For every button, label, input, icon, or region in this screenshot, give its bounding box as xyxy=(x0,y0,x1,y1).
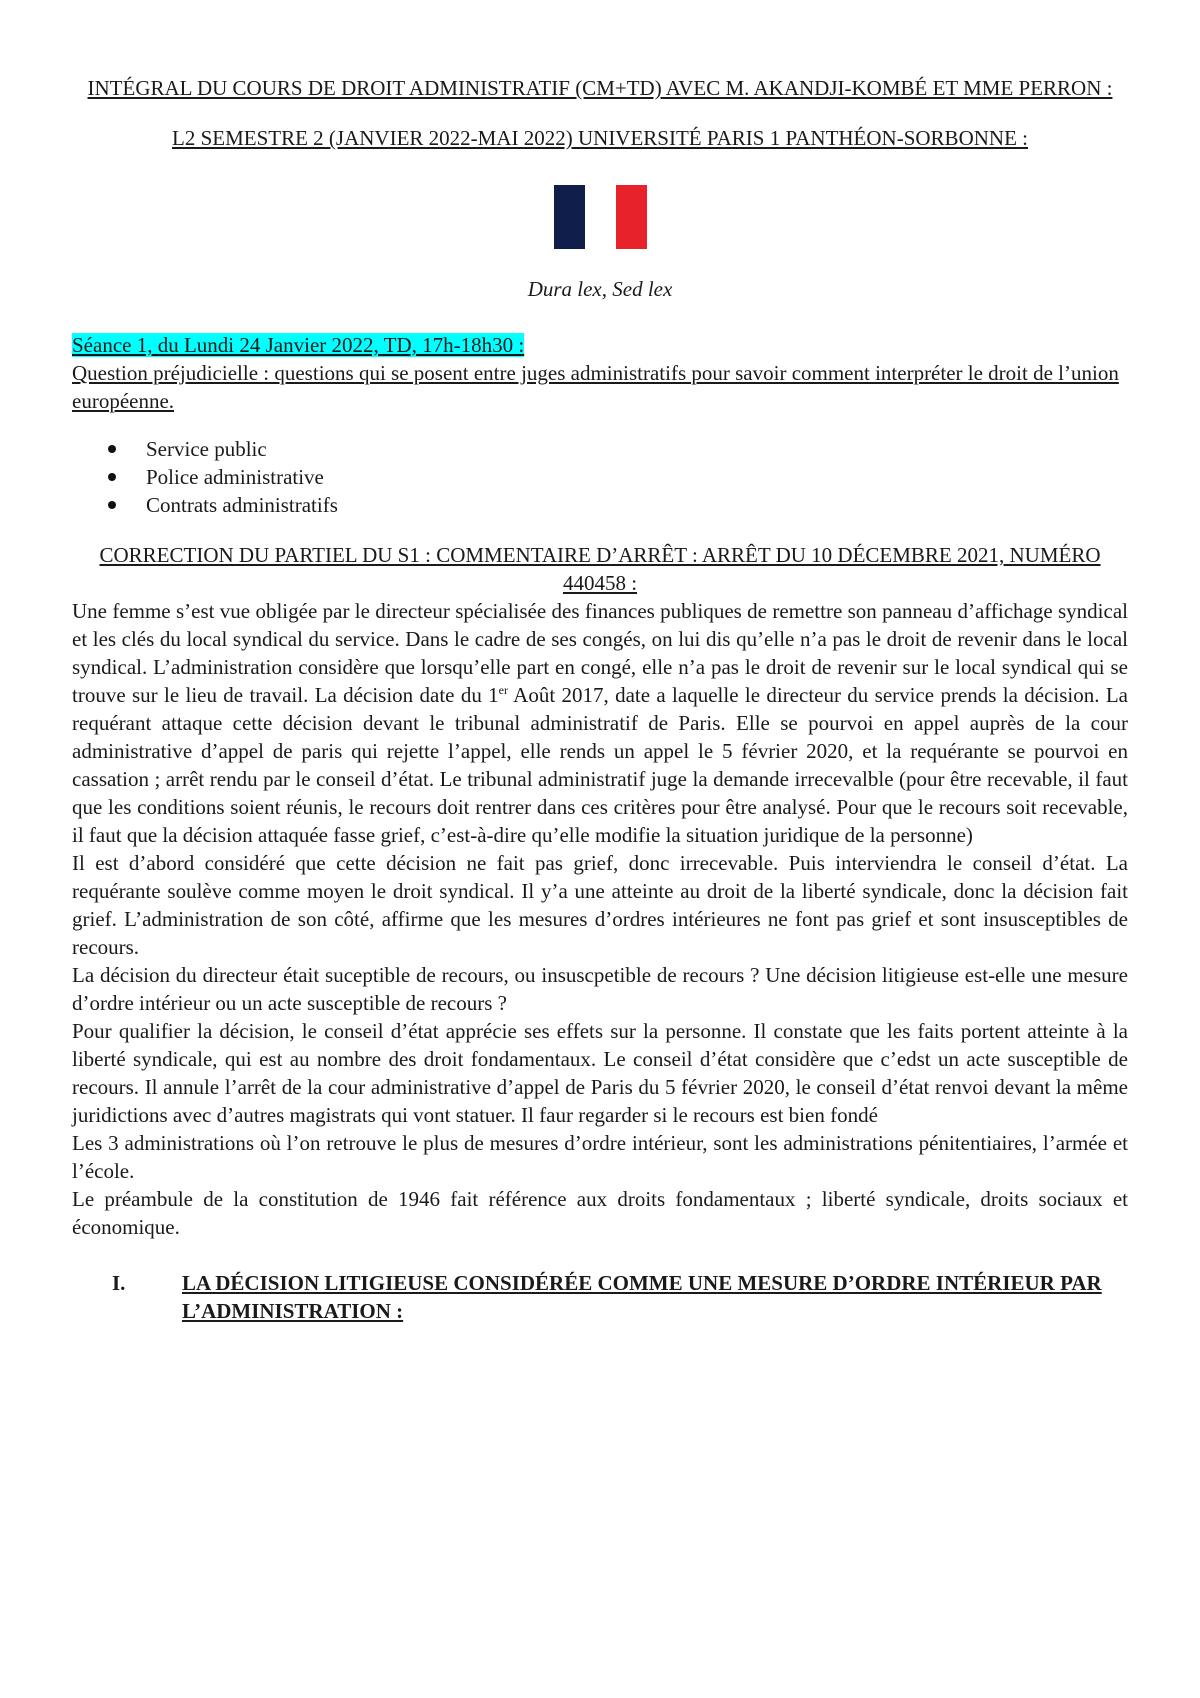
document-title: INTÉGRAL DU COURS DE DROIT ADMINISTRATIF (CM+TD) AVEC M. AKANDJI-KOMBÉ ET MME PERRON : xyxy=(87,76,1113,100)
bullet-icon xyxy=(108,445,116,453)
paragraph-administrations: Les 3 administrations où l’on retrouve le plus de mesures d’ordre intérieur, sont les administrations pénitentiaires, l’armée et l’école. xyxy=(72,1131,1128,1183)
flag-red-stripe xyxy=(616,185,647,249)
paragraph-preambule: Le préambule de la constitution de 1946 fait référence aux droits fondamentaux ; liberté syndicale, droits sociaux et économique. xyxy=(72,1187,1128,1239)
french-flag-image xyxy=(72,185,1128,249)
bullet-icon xyxy=(108,501,116,509)
paragraph-facts: Une femme s’est vue obligée par le directeur spécialisée des finances publiques de remettre son panneau d’affichage syndical et les clés du local syndical du service. Dans le cadre de ses congés, on lui dis qu’elle n’a pas le droit de revenir dans le local syndical. L’administration considère que lorsqu’elle part en congé, elle n’a pas le droit de revenir sur le local syndical qui se trouve sur le lieu de travail. La décision date du 1er Août 2017, date a laquelle le directeur du service prends la décision. La requérant attaque cette décision devant le tribunal administratif de Paris. Elle se pourvoi en appel auprès de la cour administrative d’appel de paris qui rejette l’appel, elle rends un appel le 5 février 2020, et la requérante se pourvoi en cassation ; arrêt rendu par le conseil d’état. Le tribunal administratif juge la demande irrecevalble (pour être recevable, il faut que les conditions soient réunis, le recours doit rentrer dans ces critères pour être analysé. Pour que le recours soit recevable, il faut que la décision attaquée fasse grief, c’est-à-dire qu’elle modifie la situation juridique de la personne) xyxy=(72,599,1128,847)
seance-label: Séance 1, du Lundi 24 Janvier 2022, TD, 17h-18h30 : xyxy=(72,333,525,357)
list-item: Police administrative xyxy=(108,463,1128,491)
correction-title: CORRECTION DU PARTIEL DU S1 : COMMENTAIRE D’ARRÊT : ARRÊT DU 10 DÉCEMBRE 2021, NUMÉRO 440458 : xyxy=(99,543,1101,595)
section-number: I. xyxy=(112,1271,126,1295)
list-item: Service public xyxy=(108,435,1128,463)
motto: Dura lex, Sed lex xyxy=(527,277,673,301)
paragraph-problem: La décision du directeur était suceptible de recours, ou insuscpetible de recours ? Une décision litigieuse est-elle une mesure d’ordre intérieur ou un acte susceptible de recours ? xyxy=(72,963,1128,1015)
paragraph-solution: Pour qualifier la décision, le conseil d’état apprécie ses effets sur la personne. Il constate que les faits portent atteinte à la liberté syndicale, qui est au nombre des droit fondamentaux. Le conseil d’état considère que c’edst un acte susceptible de recours. Il annule l’arrêt de la cour administrative d’appel de Paris du 5 février 2020, le conseil d’état renvoi devant la même juridictions avec d’autres magistrats qui vont statuer. Il faur regarder si le recours est bien fondé xyxy=(72,1019,1128,1127)
flag-blue-stripe xyxy=(554,185,585,249)
question-prejudicielle: Question préjudicielle : questions qui se posent entre juges administratifs pour savoir comment interpréter le droit de l’union européenne. xyxy=(72,361,1119,413)
bullet-icon xyxy=(108,473,116,481)
bullet-list xyxy=(72,435,1128,519)
paragraph-procedure: Il est d’abord considéré que cette décision ne fait pas grief, donc irrecevable. Puis interviendra le conseil d’état. La requérante soulève comme moyen le droit syndical. Il y’a une atteinte au droit de la liberté syndicale, donc la décision fait grief. L’administration de son côté, affirme que les mesures d’ordres intérieures ne font pas grief et sont insusceptibles de recours. xyxy=(72,851,1128,959)
document-subtitle: L2 SEMESTRE 2 (JANVIER 2022-MAI 2022) UNIVERSITÉ PARIS 1 PANTHÉON-SORBONNE : xyxy=(172,126,1028,150)
section-heading xyxy=(72,1269,1128,1325)
seance-heading xyxy=(72,331,1128,359)
flag-white-stripe xyxy=(585,185,616,249)
list-item: Contrats administratifs xyxy=(108,491,1128,519)
section-title: LA DÉCISION LITIGIEUSE CONSIDÉRÉE COMME UNE MESURE D’ORDRE INTÉRIEUR PAR L’ADMINISTRATION : xyxy=(182,1271,1102,1323)
